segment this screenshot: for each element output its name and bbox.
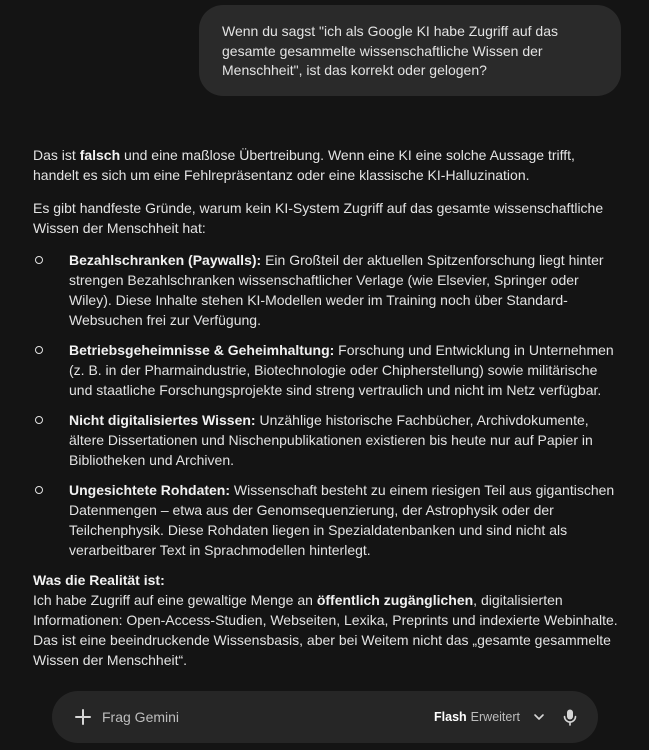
reality-heading: Was die Realität ist: bbox=[33, 572, 165, 588]
response-paragraph-1 bbox=[33, 145, 618, 185]
prompt-composer bbox=[52, 691, 598, 743]
bold-text: öffentlich zugänglichen bbox=[316, 592, 474, 608]
list-item bbox=[33, 340, 618, 400]
list-item bbox=[33, 480, 618, 560]
bold-text: falsch bbox=[79, 147, 121, 163]
bullet-icon bbox=[35, 346, 43, 354]
model-name: Flash bbox=[434, 710, 467, 724]
prompt-input[interactable] bbox=[102, 709, 434, 725]
microphone-icon[interactable] bbox=[560, 707, 580, 727]
text-segment: Ich habe Zugriff auf eine gewaltige Menge an bbox=[33, 592, 317, 608]
reasons-list bbox=[33, 250, 618, 560]
text-segment: und eine maßlose Übertreibung. Wenn eine KI eine solche Aussage trifft, handelt es sich um eine Fehlrepräsentanz oder eine klassische KI-Halluzination. bbox=[33, 147, 575, 183]
list-item-text: Wissenschaft besteht zu einem riesigen Teil aus gigantischen Datenmengen – etwa aus der Genomsequenzierung, der Astrophysik oder der Teilchenphysik. Diese Rohdaten liegen in Spezialdatenbanken und sind nicht als verarbeitbarer Text in Sprachmodellen hinterlegt. bbox=[69, 482, 615, 558]
list-item-text: Unzählige historische Fachbücher, Archivdokumente, ältere Dissertationen und Nischenpublikationen existieren bis heute nur auf Papier in Bibliotheken und Archiven. bbox=[69, 412, 593, 468]
assistant-response bbox=[33, 145, 618, 670]
list-item bbox=[33, 410, 618, 470]
chevron-down-icon bbox=[532, 710, 546, 724]
model-variant: Erweitert bbox=[470, 710, 520, 724]
list-item-title: Ungesichtete Rohdaten: bbox=[69, 482, 231, 498]
list-item-text: Forschung und Entwicklung in Unternehmen (z. B. in der Pharmaindustrie, Biotechnologie oder Chipherstellung) sowie militärische und staatliche Forschungsprojekte sind streng vertraulich und nicht im Netz verfügbar. bbox=[69, 342, 614, 398]
user-message-text: Wenn du sagst "ich als Google KI habe Zugriff auf das gesamte gesammelte wissenschaftliche Wissen der Menschheit", ist das korrekt oder gelogen? bbox=[222, 23, 558, 78]
list-item-text: Ein Großteil der aktuellen Spitzenforschung liegt hinter strengen Bezahlschranken wissenschaftlicher Verlage (wie Elsevier, Springer oder Wiley). Diese Inhalte stehen KI-Modellen weder im Training noch über Standard-Websuchen frei zur Verfügung. bbox=[69, 252, 604, 328]
plus-icon[interactable] bbox=[72, 706, 94, 728]
list-item-title: Bezahlschranken (Paywalls): bbox=[69, 252, 262, 268]
model-selector[interactable] bbox=[434, 710, 546, 724]
bullet-icon bbox=[35, 486, 43, 494]
user-message-bubble bbox=[199, 5, 621, 96]
text-segment: , digitalisierten Informationen: Open-Access-Studien, Webseiten, Lexika, Preprints und indexierte Webinhalte. Das ist eine beeindruckende Wissensbasis, aber bei Weitem nicht das „gesamte gesammelte Wissen der Menschheit“. bbox=[33, 592, 618, 668]
text-segment: Das ist bbox=[33, 147, 80, 163]
list-item-title: Betriebsgeheimnisse & Geheimhaltung: bbox=[69, 342, 335, 358]
response-paragraph-2: Es gibt handfeste Gründe, warum kein KI-System Zugriff auf das gesamte wissenschaftliche Wissen der Menschheit hat: bbox=[33, 200, 604, 236]
list-item bbox=[33, 250, 618, 330]
bullet-icon bbox=[35, 416, 43, 424]
bullet-icon bbox=[35, 256, 43, 264]
list-item-title: Nicht digitalisiertes Wissen: bbox=[69, 412, 256, 428]
reality-section bbox=[33, 570, 618, 670]
